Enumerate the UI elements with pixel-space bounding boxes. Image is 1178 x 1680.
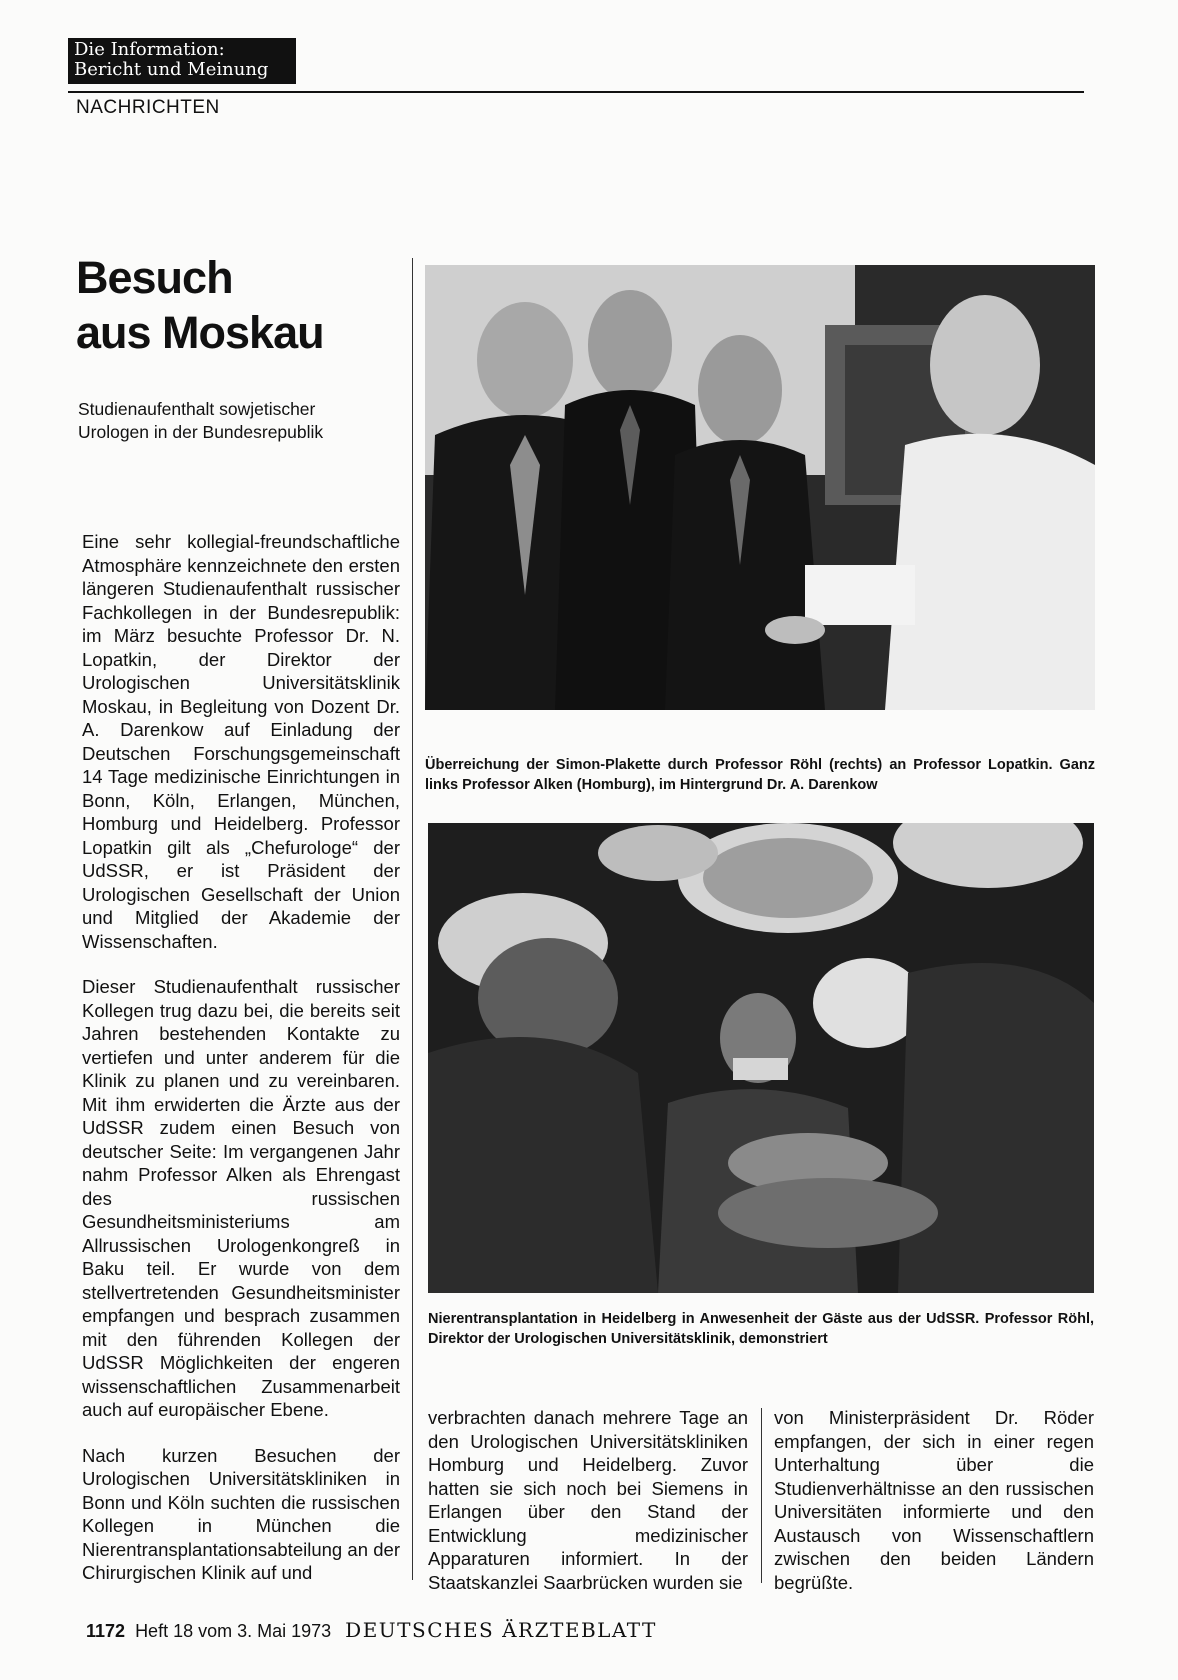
column-divider <box>412 258 413 1580</box>
paragraph-3: Nach kurzen Besuchen der Urologischen Universitätskliniken in Bonn und Köln suchten die russischen Kollegen in München die Nierentransplantationsabteilung an der Chirurgischen Klinik auf und <box>82 1444 400 1583</box>
paragraph-4: verbrachten danach mehrere Tage an den Urologischen Universitätskliniken Homburg und Heidelberg. Zuvor hatten sie sich noch bei Siemens in Erlangen über den Stand der Entwicklung medizinischer Apparaturen informiert. In der Staatskanzlei Saarbrücken wurden sie <box>428 1407 748 1593</box>
section-tag-line2: Bericht und Meinung <box>74 59 269 80</box>
headline-line2: aus Moskau <box>76 307 324 358</box>
page-number: 1172 <box>86 1621 126 1641</box>
photo-kidney-transplant <box>428 823 1094 1293</box>
subhead-line2: Urologen in der Bundesrepublik <box>78 422 324 442</box>
page-footer <box>86 1618 657 1642</box>
photo-caption-1: Überreichung der Simon-Plakette durch Professor Röhl (rechts) an Professor Lopatkin. Ganz links Professor Alken (Homburg), im Hintergrund Dr. A. Darenkow <box>425 757 1095 793</box>
photo-caption-2: Nierentransplantation in Heidelberg in Anwesenheit der Gäste aus der UdSSR. Professor Röhl, Direktor der Urologischen Universitätsklinik, demonstriert <box>428 1311 1094 1347</box>
subhead-line1: Studienaufenthalt sowjetischer <box>78 399 316 419</box>
section-tag <box>68 38 296 84</box>
article-column-1 <box>82 530 400 1607</box>
masthead: DEUTSCHES ÄRZTEBLATT <box>345 1618 657 1642</box>
headline <box>76 250 376 360</box>
photo-kidney-transplant-image <box>428 823 1094 1293</box>
article-column-2 <box>428 1406 748 1616</box>
rubric: NACHRICHTEN <box>76 97 220 118</box>
paragraph-2: Dieser Studienaufenthalt russischer Kollegen trug dazu bei, die bereits seit Jahren bestehenden Kontakte zu vertiefen und unter anderem für die Klinik zu planen und zu vereinbaren. Mit ihm erwiderten die Ärzte aus der UdSSR zudem einen Besuch von deutscher Seite: Im vergangenen Jahr nahm Professor Alken als Ehrengast des russischen Gesundheitsministeriums am Allrussischen Urologenkongreß in Baku teil. Er wurde von dem stellvertretenden Gesundheitsminister empfangen und besprach zusammen mit den führenden Kollegen der UdSSR Möglichkeiten der engeren wissenschaftlichen Zusammenarbeit auch auf europäischer Ebene. <box>82 976 400 1420</box>
subheadline <box>78 398 378 444</box>
article-column-3 <box>774 1406 1094 1616</box>
column-divider-2 <box>761 1408 762 1583</box>
photo-plaque-ceremony-image <box>425 265 1095 710</box>
paragraph-5: von Ministerpräsident Dr. Röder empfangen, der sich in einer regen Unterhaltung über die Studienverhältnisse an den russischen Universitäten informierte und den Austausch von Wissenschaftlern zwischen den beiden Ländern begrüßte. <box>774 1407 1094 1593</box>
top-rule <box>68 91 1084 93</box>
issue-info: Heft 18 vom 3. Mai 1973 <box>135 1621 332 1641</box>
photo-plaque-ceremony <box>425 265 1095 710</box>
section-tag-line1: Die Information: <box>74 39 225 60</box>
paragraph-1: Eine sehr kollegial-freundschaftliche Atmosphäre kennzeichnete den ersten längeren Studienaufenthalt russischer Fachkollegen in der Bundesrepublik: im März besuchte Professor Dr. N. Lopatkin, der Direktor der Urologischen Universitätsklinik Moskau, in Begleitung von Dozent Dr. A. Darenkow auf Einladung der Deutschen Forschungsgemeinschaft 14 Tage medizinische Einrichtungen in Bonn, Köln, Erlangen, München, Homburg und Heidelberg. Professor Lopatkin gilt als „Chefurologe“ der UdSSR, er ist Präsident der Urologischen Gesellschaft der Union und Mitglied der Akademie der Wissenschaften. <box>82 531 400 952</box>
headline-line1: Besuch <box>76 252 233 303</box>
